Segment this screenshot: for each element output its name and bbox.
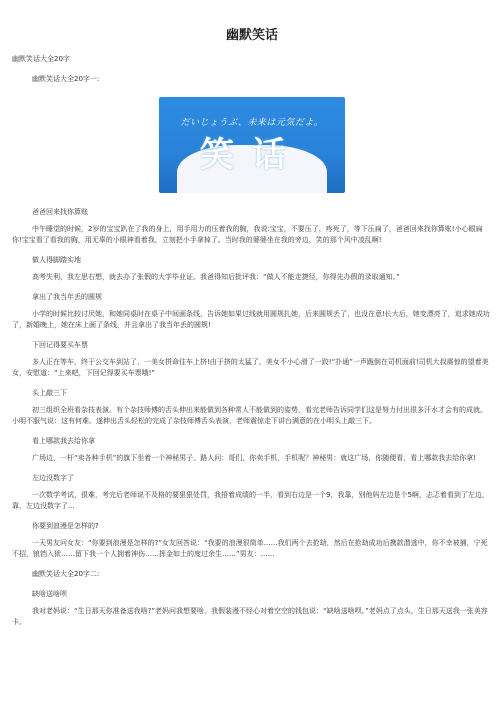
part2-heading: 幽默笑话大全20字二: [32,570,100,578]
joke-body: 高考失利，我左思右想，就去办了张假的大学毕业证。我爸得知后批评我：“做人不能走捷径，你得先办假的录取通知。” [32,273,400,281]
joke-body: 初三组织全班看杂技表演。有个杂技师傅的舌头伸出来能做到各种常人不能做到的姿势，看完老师告诉同学们这是努力付出很多汗水才会有的成就。小明不服气说：这有何难。遂伸出舌头轻松的完成了杂技师傅舌头表演，老师震惊走下讲台满意的在小明头上敲三下。 [12,406,487,425]
intro-line: 幽默笑话大全20字 [12,55,70,63]
image-big-text: 笑话 [200,135,304,175]
page-title: 幽默笑话 [225,28,278,43]
joke-body: 一天男友问女友：“你要到浪漫是怎样的?”女友回答说：“我要的浪漫很简单……我们两个去抢劫，然后在抢劫成功后携款潜逃中，你不幸被捕，宁死不招，锒铛入狱……留下我一个人拥着神伤……挥金如土的度过余生……”男友：…… [12,539,488,558]
joke-title: 你要到浪漫是怎样的? [32,522,99,530]
joke-title: 下回记得要买车票 [32,341,88,349]
joke-title: 头上敲三下 [32,389,67,397]
part1-heading: 幽默笑话大全20字一: [32,75,100,83]
joke-body: 一次数学考试，很难，考完后老师说不及格的要狠狠处罚，我捂着成绩的一半，看到右边是一个9，我靠，别他妈左边是个5啊，忐忑着看到了左边，靠，左边没数字了... [12,491,489,510]
joke-body: 广场边，一杆“卖各种手机”的旗下坐着一个神秘男子。路人问：哥们，你卖手机，手机呢？神秘男：就这广场，你随便看，看上哪款我去给你拿! [32,454,477,462]
joke-cover-image [159,97,345,193]
joke-title: 缺啥送啥呗 [32,590,67,598]
joke-title: 爸爸回来找你算账 [32,208,88,216]
joke-body: 我对老妈说：“生日那天你准备送我啥?”老妈问我想要啥，我假装漫不经心对着空空的钱包说：“缺啥送啥呗。”老妈点了点头，生日那天送我一张美容卡。 [12,607,488,626]
joke-title: 左边没数字了 [32,474,74,482]
joke-title: 看上哪款我去给你拿 [32,437,95,445]
joke-title: 做人得脚踏实地 [32,256,81,264]
joke-title: 拿出了我当年丢的圆规 [32,293,102,301]
joke-body: 小学的时候比较讨厌她，和她同桌时在桌子中间画条线，告诉她如果过线就用圆规扎她，后来圆规丢了，也没在意!长大后，她变漂亮了，追求她成功了，新婚晚上，她在床上画了条线，并且拿出了我当年丢的圆规! [12,310,490,329]
image-caption: だいじょうぶ、未来は元気だよ。 [180,118,324,128]
joke-list-2 [12,589,492,628]
joke-body: 多人正在等车，终于公交车到站了，一美女拼命往车上挤!由于挤的太猛了，美女不小心滑了一跤!“扑通”一声跪倒在司机面前!司机大叔震惊的望着美女，安慰道：“上来吧，下回记得要买车票哦!” [12,358,489,377]
joke-list [12,207,492,560]
joke-body: 中午睡觉的时候，2岁的宝宝趴在了我的身上，用手用力的压着我的胸，我说:宝宝，不要压了，疼死了，等下压扁了，爸爸回来找你算账!小心眼扁你!宝宝看了看我的胸，用无辜的小眼神看着我，立刻把小手拿掉了。当时我的婆婆坐在我的旁边，笑的那个风中凌乱啊! [12,225,483,244]
